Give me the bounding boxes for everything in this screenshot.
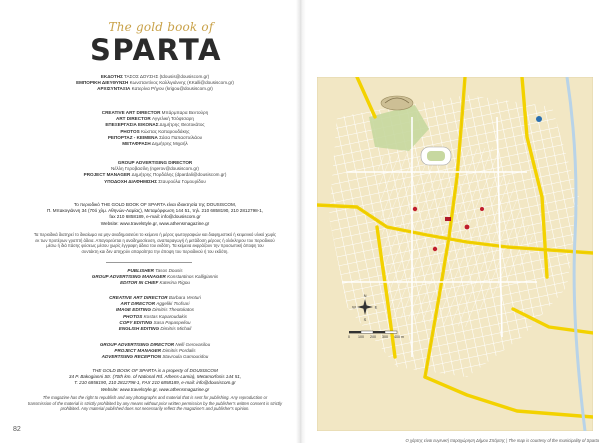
page-number: 82 [13, 426, 21, 433]
credits-advertising [30, 160, 280, 185]
credit-row: ΑΡΧΙΣΥΝΤΑΞΙΑ Κατερίνα Ρήγου (krigou@dousiscom.gr) [97, 86, 213, 92]
info-marker [536, 116, 542, 122]
page-title: SPARTA [90, 33, 222, 67]
svg-text:E: E [374, 304, 378, 310]
credit-row: ΕΠΕΞΕΡΓΑΣΙΑ ΕΙΚΟΝΑΣ Δημήτρης Θεοτοκάτος [105, 122, 205, 128]
credits-english-advertising [30, 342, 280, 361]
legal-notice-greek: Τα περιοδικά διατηρεί το δικαίωμα να μην αναδημοσιεύει το κείμενο ή μέρος φωτογραφιών και διαφημιστικό ή κειμενικό υλικό χωρίς εκ των προτέρων γραπτή άδεια. Απαγορεύεται η αναδημοσίευση, αναπαραγωγή ή μετάδοση μέρους ή ολόκληρου του περιοδικού μέσω ή διά πάσης φύσεως μέσου χωρίς έγγραφη άδεια του εκδότη. Τα κείμενα εκφράζουν την προσωπική άποψη του συντάκτη και δεν απηχούν απαραίτητα την άποψη του περιοδικού ή του εκδότη. [33, 232, 277, 254]
svg-text:400 m: 400 m [394, 335, 404, 339]
svg-text:200: 200 [370, 335, 376, 339]
svg-text:W: W [352, 304, 356, 310]
svg-text:N: N [363, 293, 367, 298]
credit-row: ΕΚΔΟΤΗΣ ΤΑΣΟΣ ΔΟΥΣΗΣ (tdousis@dousiscom.gr) [100, 74, 210, 79]
credit-row: ART DIRECTOR Aggeliki Tsofsari [120, 301, 190, 307]
publisher-info-greek: Το περιοδικό THE GOLD BOOK OF SPARTA είναι ιδιοκτησία της DOUSISCOM, Π. Μπακογιάννη 34 (70ό χλμ. Αθηνών-Λαμίας), Μεταμόρφωση 144 51, τηλ. 210 6858190, 210 2812798-1, fax 210 6858189, e-mail: info@dousiscom.gr Website: www.travelstyle.gr, www.athensmagazine.gr [46, 202, 264, 226]
credit-row: PHOTOS Kostas Kaparoudakis [122, 313, 188, 319]
credit-row: IMAGE EDITING Dimitris Theotokatos [115, 307, 195, 313]
publisher-info-english: THE GOLD BOOK OF SPARTA is a property of DOUSISCOM 34 P. Bakogianni Str. (70th km. of National Rd. Athens-Lamia), Metamorfosis 144 51, T. 210 6858190, 210 2812798-1, FAX 210 6858189, e-mail: info@dousiscom.gr Website: www.travelstyle.gr, www.athensmagazine.gr [68, 368, 242, 392]
page-gutter [296, 0, 306, 443]
credit-row: ENGLISH EDITING Dimitris Michail [118, 326, 192, 332]
credit-row: PROJECT MANAGER Δημήτρης Πορδάλης (dpardali@dousiscom.gr) [83, 172, 227, 178]
svg-text:100: 100 [358, 335, 364, 339]
credit-row: EDITOR IN CHIEF Katerina Rigou [120, 280, 190, 286]
credit-row: CREATIVE ART DIRECTOR Μπάρμπαρα Βεντούρη [101, 110, 209, 115]
credit-row: ADVERTISING RECEPTION Stavroula Gamouridou [101, 354, 209, 360]
credit-row: ΡΕΠΟΡΤΑΖ - ΚΕΙΜΕΝΑ Σάσα Παπασπελιάου [107, 134, 203, 140]
credits-english-art [30, 295, 280, 332]
credit-row: PHOTOS Κώστας Καπαρουδάκης [120, 128, 190, 134]
credit-row: GROUP ADVERTISING DIRECTOR Nelli Gerovasilou [99, 342, 211, 347]
svg-text:0: 0 [348, 335, 350, 339]
credit-row: PUBLISHER Tasos Dousis [127, 268, 183, 273]
credit-row: PROJECT MANAGER Dimitris Pordalis [114, 348, 196, 354]
svg-text:300: 300 [382, 335, 388, 339]
credit-row: ΕΜΠΟΡΙΚΗ ΔΙΕΥΘΥΝΣΗ Κωνσταντίνος Καλλιγιάννης (KKalli@dousiscom.gr) [76, 80, 234, 86]
credits-english [30, 268, 280, 287]
credit-row: COPY EDITING Sasa Papaspeliou [119, 319, 191, 325]
map-caption: Ο χάρτης είναι ευγενική παραχώρηση Δήμου Σπάρτης | The map is courtesy of the municipality of Sparta [405, 438, 599, 443]
city-map [317, 77, 593, 431]
credits-mid [30, 110, 280, 147]
credit-row: ΥΠΟΔΟΧΗ ΔΙΑΦΗΜΙΣΗΣ Σταυρούλα Γαμουρίδου [104, 178, 206, 184]
credit-row: GROUP ADVERTISING DIRECTOR [117, 160, 193, 165]
svg-text:S: S [363, 317, 367, 322]
left-page-imprint [0, 0, 298, 443]
credit-row: CREATIVE ART DIRECTOR Barbara Venturi [109, 295, 201, 300]
credit-row: Νέλλη Γεροβασίλη (ngerov@dousiscom.gr) [111, 166, 199, 172]
legal-notice-english: The magazine has the right to republish and any photographs and material that is sent for publishing. Any reproduction or transmission of the material is strictly prohibited by any means without prior written permission by the publisher's written consent is strictly prohibited. Any material published does not necessarily reflect the magazine's and publisher's opinion. [27, 395, 283, 412]
credit-row: GROUP ADVERTISING MANAGER Konstantinos Kalligiannis [91, 274, 219, 280]
credits-top [30, 74, 280, 93]
right-page-map [306, 0, 599, 443]
credit-row: ΜΕΤΑΦΡΑΣΗ Δημήτρης Μιχαήλ [122, 141, 188, 147]
gold-book-subtitle: The gold book of [108, 20, 214, 34]
divider [106, 262, 192, 263]
credit-row: ART DIRECTOR Αγγελική Τσόφτσαρη [116, 116, 194, 122]
